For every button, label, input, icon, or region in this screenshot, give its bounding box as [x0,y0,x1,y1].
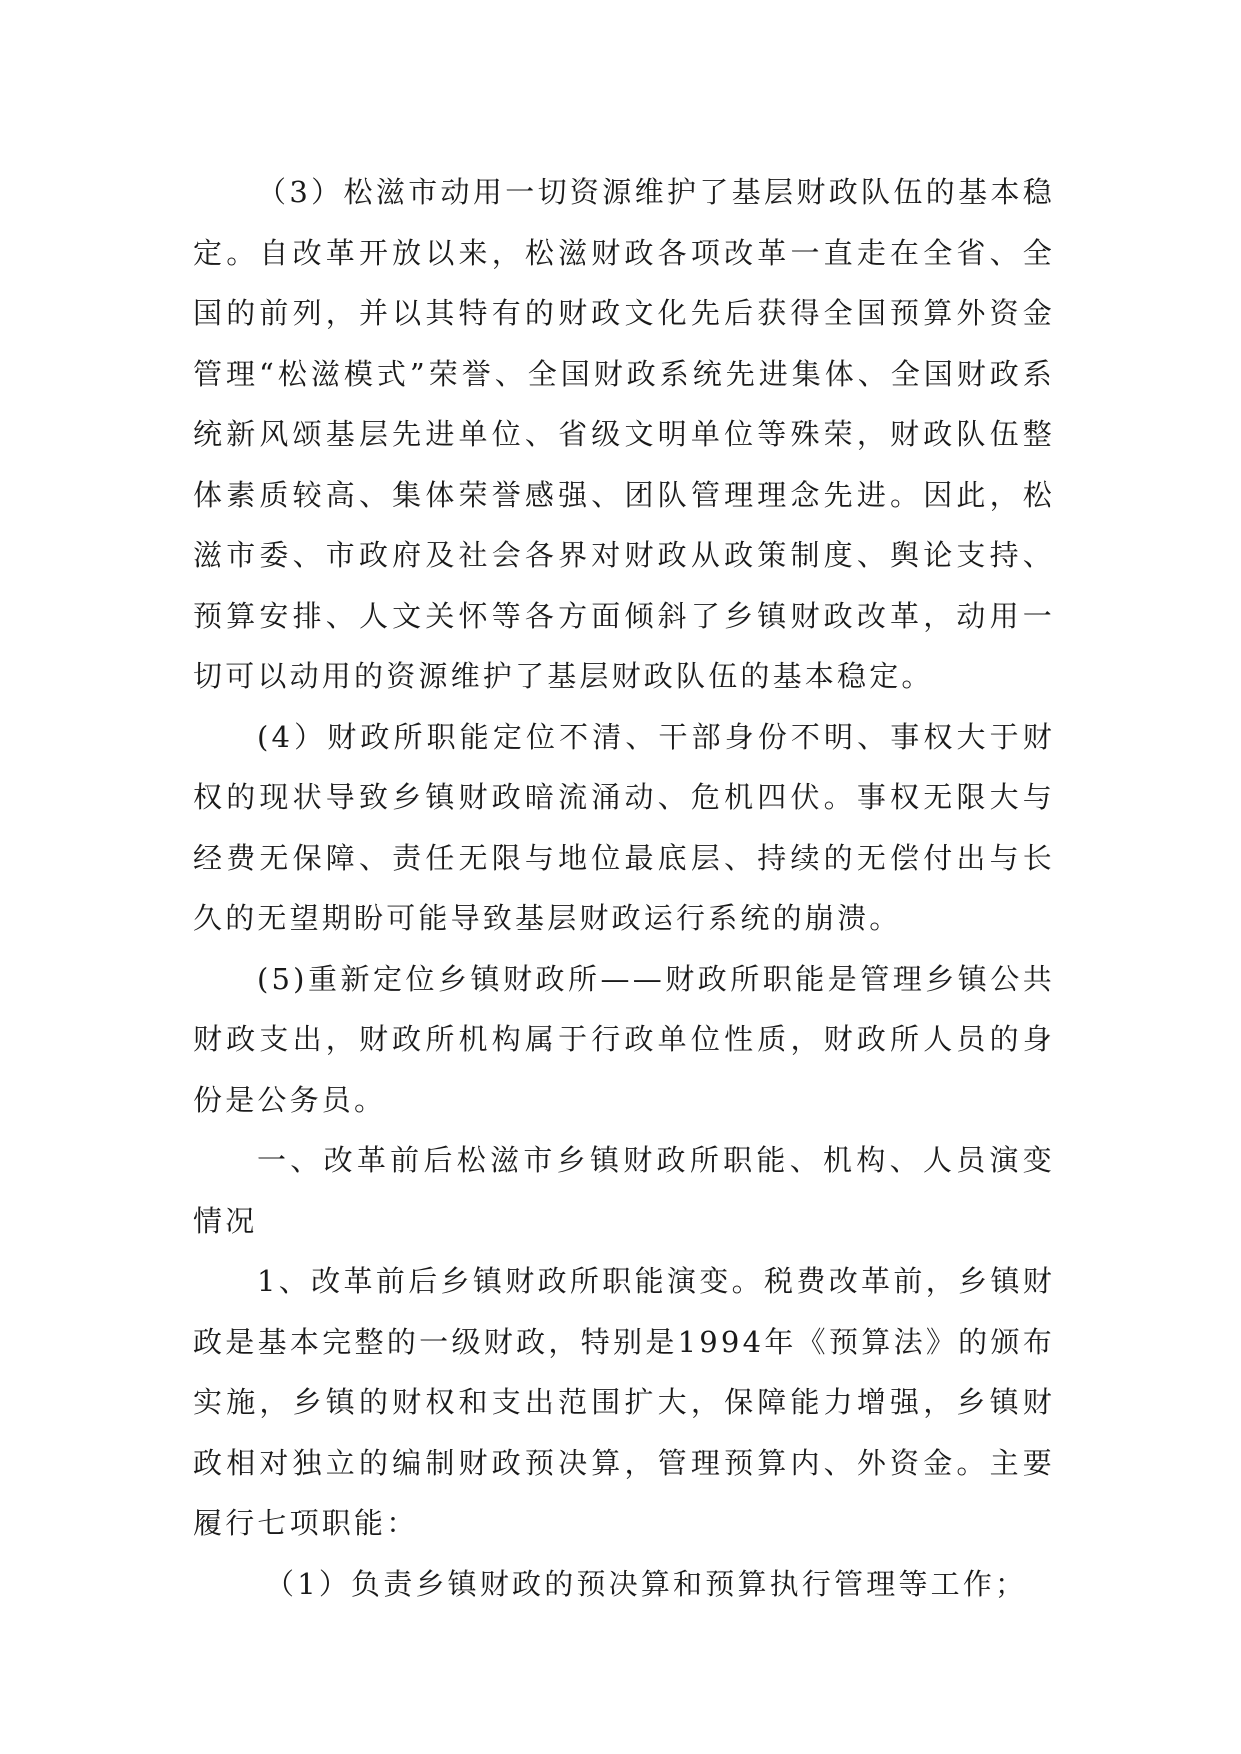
paragraph-function-evolution: 1、改革前后乡镇财政所职能演变。税费改革前，乡镇财政是基本完整的一级财政，特别是1994年《预算法》的颁布实施，乡镇的财权和支出范围扩大，保障能力增强，乡镇财政相对独立的编制财政预决算，管理预算内、外资金。主要履行七项职能： [193,1264,1055,1540]
paragraph-stable-team: （3）松滋市动用一切资源维护了基层财政队伍的基本稳定。自改革开放以来，松滋财政各项改革一直走在全省、全国的前列，并以其特有的财政文化先后获得全国预算外资金管理“松滋模式”荣誉、全国财政系统先进集体、全国财政系统新风颂基层先进单位、省级文明单位等殊荣，财政队伍整体素质较高、集体荣誉感强、团队管理理念先进。因此，松滋市委、市政府及社会各界对财政从政策制度、舆论支持、预算安排、人文关怀等各方面倾斜了乡镇财政改革，动用一切可以动用的资源维护了基层财政队伍的基本稳定。 [193,175,1055,693]
paragraph-reposition: (5)重新定位乡镇财政所——财政所职能是管理乡镇公共财政支出，财政所机构属于行政单位性质，财政所人员的身份是公务员。 [193,961,1055,1117]
document-body [193,162,1055,1614]
section-heading: 一、改革前后松滋市乡镇财政所职能、机构、人员演变情况 [193,1143,1055,1238]
list-item-function-1: （1）负责乡镇财政的预决算和预算执行管理等工作； [265,1566,1028,1601]
paragraph-current-problems: (4）财政所职能定位不清、干部身份不明、事权大于财权的现状导致乡镇财政暗流涌动、危机四伏。事权无限大与经费无保障、责任无限与地位最底层、持续的无偿付出与长久的无望期盼可能导致基层财政运行系统的崩溃。 [193,719,1055,935]
